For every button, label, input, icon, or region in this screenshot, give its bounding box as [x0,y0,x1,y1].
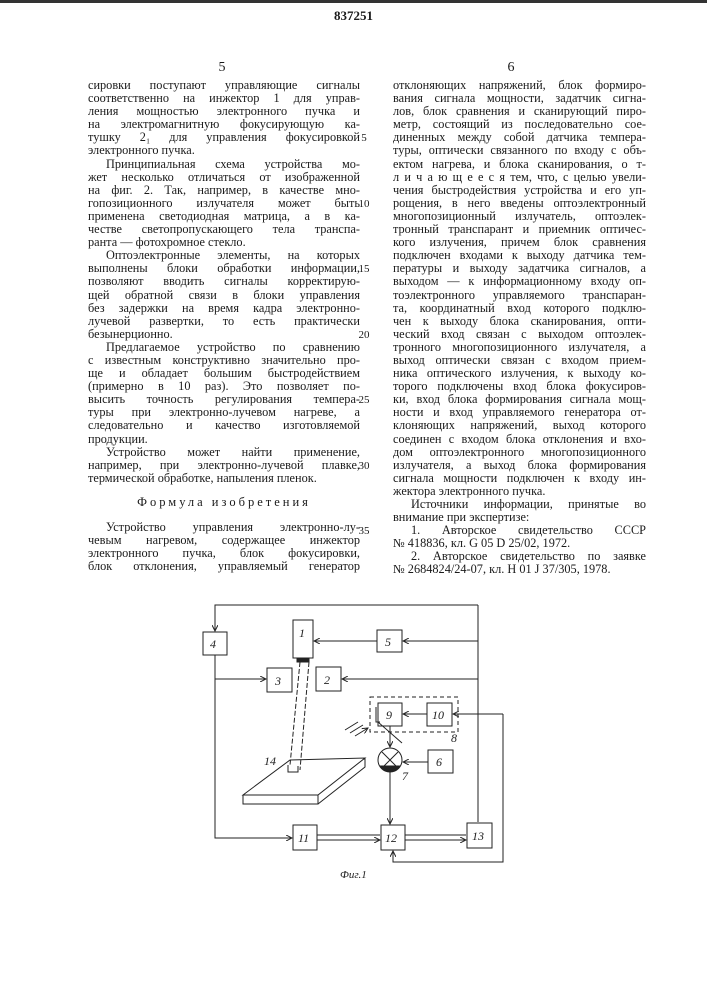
text-line: ранта — фотохромное стекло. [88,236,360,249]
text-line: ки, вход блока формирования сигнала мощ- [393,393,646,406]
text-line: термической обработке, напыления пленок. [88,472,360,485]
left-page-number: 5 [207,60,237,76]
text-line: ектом нагрева, и блока сканирования, о т- [393,158,646,171]
patent-number: 837251 [0,8,707,24]
claim-line: чевым нагревом, содержащее инжектор [88,534,360,547]
text-line: на фиг. 2. Так, например, в качестве мно- [88,184,360,197]
text-line: жектора электронного пучка. [393,485,646,498]
text-line: вания сигнала мощности, задатчик сигна- [393,92,646,105]
margin-line-number: 25 [356,394,372,406]
text-line: та, координатный вход которого подклю- [393,302,646,315]
label-14: 14 [264,754,276,768]
text-line: выход оптически связан с входом прием- [393,354,646,367]
text-line: ности и вход управляемого генератора от- [393,406,646,419]
figure-caption: Фиг.1 [340,869,367,881]
text-line: щей обратной связи в блоки управления [88,289,360,302]
claim-line: электронного пучка, блок фокусировки, [88,547,360,560]
claim-line: блок отклонения, управляемый генератор [88,560,360,573]
block-10 [427,703,452,726]
text-line: тронного многопозиционного излучателя, а [393,341,646,354]
text-line: без задержки на время кадра электронно- [88,302,360,315]
block-1-injector [293,620,313,658]
text-line: диненных между собой датчика темпера- [393,131,646,144]
text-line: высить точность регулирования темпера- [88,393,360,406]
label-8: 8 [451,731,457,745]
workpiece-14 [243,758,365,804]
block-11 [293,825,317,850]
margin-line-number: 35 [356,525,372,537]
text-line: (примерно в 10 раз). Это позволяет по- [88,380,360,393]
text-line: излучателя, а выход блока формирования [393,459,646,472]
text-line: № 2684824/24-07, кл. H 01 J 37/305, 1978. [393,563,646,576]
text-line: применена светодиодная матрица, а в ка- [88,210,360,223]
text-line: тушку 2₁ для управления фокусировкой [88,131,360,144]
text-line: чения быстродействия устройства и его уп- [393,184,646,197]
text-line: сировки поступают управляющие сигналы [88,79,360,92]
text-line: лучевой развертки, то есть практически [88,315,360,328]
text-line: ще и обладает большим быстродействием [88,367,360,380]
block-5 [377,630,402,652]
text-line: отклоняющих напряжений, блок формиро- [393,79,646,92]
text-line: тронный транспарант и приемник оптичес- [393,223,646,236]
label-3: 3 [274,674,281,688]
margin-line-number: 10 [356,198,372,210]
text-line: Принципиальная схема устройства мо- [88,158,360,171]
claim-line: Устройство управления электронно-лу- [88,521,360,534]
text-line: дом оптоэлектронного многопозиционного [393,446,646,459]
right-text-column [393,79,646,577]
text-line: лов, блок сравнения и сканирующий пиро- [393,105,646,118]
block-9 [378,703,402,726]
text-line: туры при электронно-лучевом нагреве, а [88,406,360,419]
text-line: выходом — к информационному входу оп- [393,275,646,288]
text-line: № 418836, кл. G 05 D 25/02, 1972. [393,537,646,550]
label-7: 7 [402,769,409,783]
text-line: внимание при экспертизе: [393,511,646,524]
text-line: кого излучения, причем блок сравнения [393,236,646,249]
label-2: 2 [324,673,330,687]
block-4 [203,632,227,655]
text-line: ления мощностью электронного пучка и [88,105,360,118]
margin-line-number: 20 [356,329,372,341]
text-line: чен к выходу блока сканирования, опти- [393,315,646,328]
text-line: подключен входами к выходу датчика тем- [393,249,646,262]
label-11: 11 [298,831,309,845]
block-8-dashed [370,697,458,732]
text-line: Оптоэлектронные элементы, на которых [88,249,360,262]
text-line: сигнала мощности подключен к входу ин- [393,472,646,485]
text-line: с известным конструктивно значительно про- [88,354,360,367]
text-line: гопозиционного излучателя может быть [88,197,360,210]
margin-line-number: 5 [356,132,372,144]
left-text-column [88,79,360,573]
margin-line-number: 30 [356,460,372,472]
text-line: 1. Авторское свидетельство СССР [393,524,646,537]
right-page-number: 6 [496,60,526,76]
text-line: туры, оптически связанного по входу с объ- [393,144,646,157]
label-6: 6 [436,755,442,769]
text-line: позволяют вводить сигналы корректирую- [88,275,360,288]
text-line: л и ч а ю щ е е с я тем, что, с целью увели- [393,171,646,184]
text-line: жет несколько отличаться от изображенной [88,171,360,184]
text-line: пературы и выходу задатчика сигналов, а [393,262,646,275]
margin-line-number: 15 [356,263,372,275]
text-line: торого подключены вход блока фокусиров- [393,380,646,393]
text-line: соответственно на инжектор 1 для управ- [88,92,360,105]
text-line: 2. Авторское свидетельство по заявке [393,550,646,563]
label-12: 12 [385,831,397,845]
text-line: ческий вход связан с выходом оптоэлек- [393,328,646,341]
text-line: выполнены блоки обработки информации, [88,262,360,275]
claims-heading: Формула изобретения [88,496,360,509]
text-line: Предлагаемое устройство по сравнению [88,341,360,354]
text-line: Устройство может найти применение, [88,446,360,459]
text-line: следовательно и качество изготовляемой [88,419,360,432]
text-line: метр, состоящий из последовательно сое- [393,118,646,131]
label-10: 10 [432,708,444,722]
text-line: многопозиционный излучатель, оптоэлек- [393,210,646,223]
label-9: 9 [386,708,392,722]
label-4: 4 [210,637,216,651]
text-line: безынерционно. [88,328,360,341]
label-5: 5 [385,635,391,649]
text-line: Источники информации, принятые во [393,498,646,511]
label-13: 13 [472,829,484,843]
text-line: на электромагнитную фокусирующую ка- [88,118,360,131]
block-6 [428,750,453,773]
text-line: продукции. [88,433,360,446]
block-13 [467,823,492,848]
block-12 [381,825,405,850]
label-1: 1 [299,626,305,640]
block-7-comparator [378,748,402,772]
text-line: например, при электронно-лучевой плавке, [88,459,360,472]
text-line: соединен с входом блока отклонения и вхо- [393,433,646,446]
text-line: честве светопропускающего тела транспа- [88,223,360,236]
text-line: рощения, в него введены оптоэлектронный [393,197,646,210]
text-line: тоэлектронного управляемого транспаран- [393,289,646,302]
text-line: электронного пучка. [88,144,360,157]
block-3 [267,668,292,692]
text-line: клоняющих напряжений, выход которого [393,419,646,432]
block-2 [316,667,341,691]
text-line: ника оптического излучения, к выходу ко- [393,367,646,380]
top-border [0,0,707,3]
